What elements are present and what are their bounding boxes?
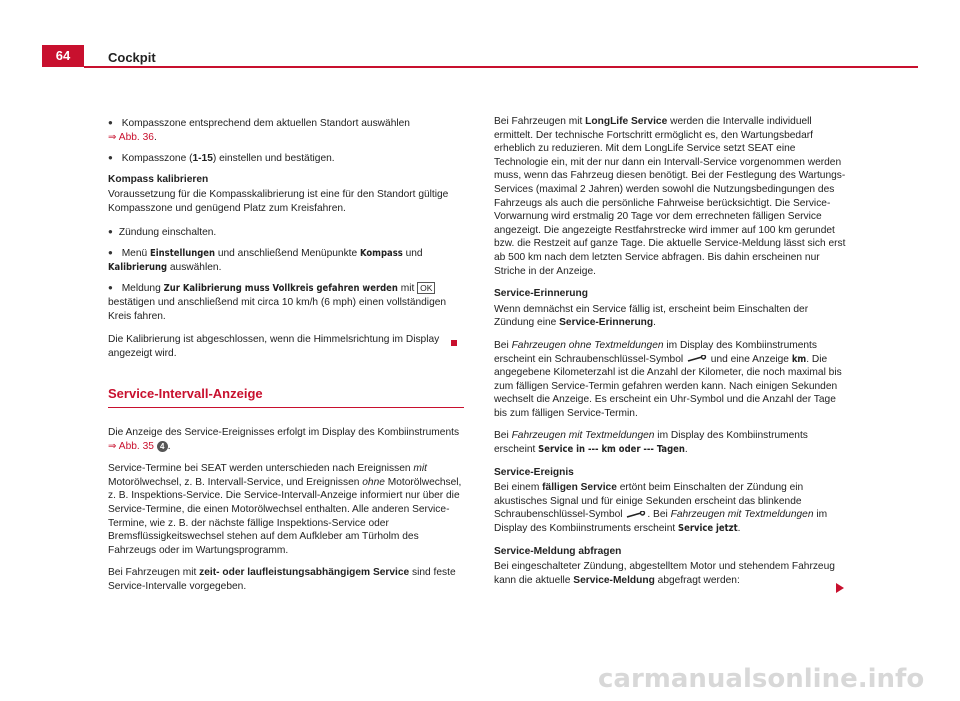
text: im Display des Kombiinstruments erscheint — [494, 509, 828, 535]
paragraph — [108, 426, 464, 453]
emphasis: Fahrzeugen mit Textmeldungen — [511, 430, 655, 442]
text: . Bei — [647, 509, 671, 521]
left-column — [108, 116, 464, 369]
text: Bei — [494, 339, 512, 351]
bullet-ignition — [108, 225, 464, 240]
display-message: Service jetzt — [678, 523, 738, 535]
paragraph: Voraussetzung für die Kompasskalibrierung ist eine für den Standort gültige Kompasszone und genügend Platz zum Kreisfahren. — [108, 189, 449, 214]
bullet-menu — [108, 246, 464, 274]
bold-term: zeit- oder laufleistungsabhängigem Service — [199, 567, 410, 579]
text: Bei — [494, 430, 512, 442]
paragraph: Die Kalibrierung ist abgeschlossen, wenn die Himmelsrichtung im Display angezeigt wird. — [108, 334, 440, 359]
paragraph — [108, 462, 464, 557]
text: abgefragt werden: — [654, 574, 740, 586]
bold-term: Service-Meldung — [573, 574, 655, 586]
section-end-marker — [451, 340, 457, 346]
section-body — [108, 426, 464, 594]
paragraph — [494, 303, 848, 330]
callout-number: 4 — [157, 441, 168, 452]
punct: . — [153, 131, 157, 143]
bullet-text: Meldung — [121, 283, 164, 295]
bullet-text: und anschließend Menüpunkte — [215, 248, 361, 260]
chapter-title: Cockpit — [108, 50, 156, 65]
bold-term: fälligen Service — [542, 482, 617, 494]
figure-reference[interactable]: ⇒ Abb. 36 — [108, 131, 154, 143]
punct: . — [737, 523, 741, 535]
wrench-icon — [686, 355, 708, 363]
continue-arrow-icon — [836, 583, 844, 593]
text: ertönt beim Einschalten der Zündung ein akustisches Signal und für einige Sekunden erscheint das blinkende Schraubenschlüssel-Symbol — [494, 482, 804, 521]
paragraph — [494, 429, 848, 456]
heading-service-meldung-abfragen: Service-Meldung abfragen — [494, 545, 622, 557]
bullet-text: und — [402, 248, 423, 260]
text: werden die Intervalle individuell ermittelt. Der technische Fortschritt ermöglicht es, den Wartungsbedarf erheblich zu reduzieren. Mit dem LongLife Service setzt SEAT eine Technologie ein, mit der nur dann ein Intervall-Service vorgenommen werden muss, wenn das Fahrzeug diesen benötigt. Bei der Festlegung des Wartungs-Services (maximal 2 Jahren) werden sowohl die Nutzungsbedingungen des Fahrzeugs als auch die persönliche Fahrweise berücksichtigt. Die Service-Vorwarnung wird erstmalig 20 Tage vor dem errechneten fälligen Service angezeigt. Die angezeigte Restfahrstrecke wird immer auf 100 km gerundet bzw. die Restzeit auf ganze Tage. Die aktuelle Service-Meldung lässt sich erst ab 500 km nach dem letzten Service abfragen. Bis dahin erscheinen nur Striche in der Anzeige. — [494, 116, 846, 277]
bullet-compass-zone-select — [108, 116, 464, 144]
text: sind feste Service-Intervalle vorgegeben. — [108, 567, 456, 592]
bullet-message — [108, 281, 464, 323]
text: Bei Fahrzeugen mit — [494, 116, 586, 127]
punct: . — [684, 444, 688, 456]
section-service-interval — [108, 386, 464, 603]
text: Bei eingeschalteter Zündung, abgestelltem Motor und stehendem Fahrzeug kann die aktuelle — [494, 561, 835, 586]
bullet-compass-zone-set — [108, 151, 464, 166]
page-number: 64 — [42, 45, 84, 67]
emphasis: Fahrzeugen mit Textmeldungen — [670, 509, 814, 521]
paragraph — [494, 339, 848, 421]
text: . — [653, 317, 656, 329]
text: Motorölwechsel, z. B. Intervall-Service, und Ereignissen — [108, 476, 363, 488]
watermark: carmanualsonline.info — [598, 664, 925, 694]
bold-term: LongLife Service — [585, 116, 668, 127]
paragraph — [494, 560, 848, 587]
menu-label: Kalibrierung — [108, 261, 168, 273]
display-unit: km — [791, 353, 807, 365]
punct: . — [167, 440, 171, 452]
bullet-text: ) einstellen und bestätigen. — [212, 153, 335, 165]
paragraph — [494, 115, 848, 278]
text: im Display des Kombiinstruments erscheint — [494, 430, 808, 456]
bullet-text: Menü — [121, 248, 151, 260]
text: Bei einem — [494, 482, 543, 494]
emphasis: Fahrzeugen ohne Textmeldungen — [511, 339, 664, 351]
paragraph — [494, 481, 848, 535]
text: im Display des Kombiinstruments erscheint ein Schraubenschlüssel-Symbol — [494, 339, 817, 365]
text: und eine Anzeige — [707, 353, 792, 365]
menu-label: Einstellungen — [150, 248, 216, 260]
text: Bei Fahrzeugen mit — [108, 567, 200, 579]
heading-kompass-kalibrieren: Kompass kalibrieren — [108, 173, 209, 185]
emphasis: ohne — [362, 476, 385, 488]
ok-button-symbol: OK — [417, 282, 435, 294]
section-title: Service-Intervall-Anzeige — [108, 386, 263, 401]
text: Die Anzeige des Service-Ereignisses erfolgt im Display des Kombiinstruments — [108, 427, 460, 438]
bullet-text: Zündung einschalten. — [118, 226, 217, 238]
heading-service-erinnerung: Service-Erinnerung — [494, 288, 588, 300]
heading-service-ereignis: Service-Ereignis — [494, 466, 574, 478]
figure-reference[interactable]: ⇒ Abb. 35 — [108, 440, 154, 452]
wrench-icon — [625, 511, 647, 519]
bold-term: Service-Erinnerung — [559, 317, 654, 329]
text: Wenn demnächst ein Service fällig ist, erscheint beim Einschalten der Zündung eine — [494, 303, 809, 329]
text: . Die angegebene Kilometerzahl ist die Anzahl der Kilometer, die noch maximal bis zum fälligen Service-Termin gefahren werden kann. Nach einigen Sekunden wechselt die Anzeige. Es erscheint ein Uhr-Symbol und die Anzahl der Tage bis zum fälligen Service-Termin. — [494, 353, 842, 419]
emphasis: mit — [413, 463, 427, 475]
bullet-text: auswählen. — [167, 261, 222, 273]
display-message: Service in --- km oder --- Tagen — [538, 444, 685, 456]
bullet-text: Kompasszone entsprechend dem aktuellen Standort auswählen — [121, 118, 410, 129]
paragraph — [108, 566, 464, 593]
bullet-text: mit — [397, 283, 418, 295]
right-column — [494, 115, 848, 596]
section-rule — [108, 407, 464, 408]
text: Motorölwechsel, z. B. Inspektions-Service. Die Service-Intervall-Anzeige informiert nur über die Service-Termine, die einen Motorölwechsel enthalten. Alle anderen Service-Termine, wie z. B. der nächste fällige Inspektions-Service oder Bremsflüssigkeitswechsel stehen auf dem Aufkleber am Türholm des Fahrzeugs oder im Wartungsprogramm. — [108, 476, 462, 556]
bullet-text: bestätigen und anschließend mit circa 10 km/h (6 mph) einen vollständigen Kreis fahren. — [108, 296, 447, 322]
header-rule — [84, 66, 918, 68]
text: Service-Termine bei SEAT werden unterschieden nach Ereignissen — [108, 463, 414, 475]
display-message: Zur Kalibrierung muss Vollkreis gefahren werden — [163, 283, 398, 295]
zone-range: 1-15 — [192, 153, 213, 165]
bullet-text: Kompasszone ( — [121, 153, 193, 165]
menu-label: Kompass — [360, 248, 403, 260]
